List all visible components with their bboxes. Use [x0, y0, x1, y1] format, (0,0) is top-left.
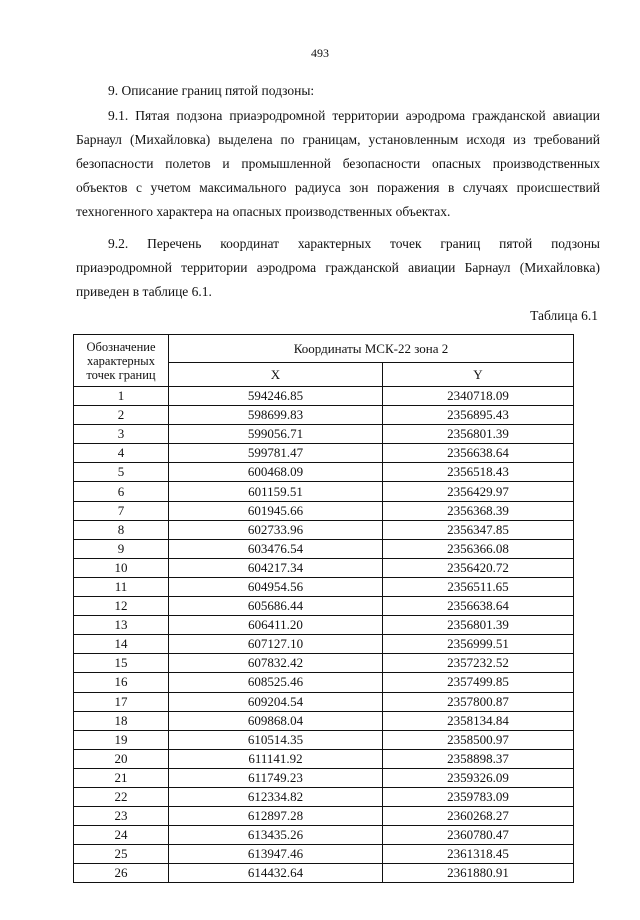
paragraph-line: приведен в таблице 6.1. — [76, 284, 212, 299]
table-row — [74, 501, 574, 520]
cell-point: 19 — [74, 730, 169, 749]
cell-x: 601945.66 — [169, 501, 383, 520]
cell-y: 2356638.64 — [383, 597, 574, 616]
cell-point: 16 — [74, 673, 169, 692]
cell-point: 12 — [74, 597, 169, 616]
cell-point: 5 — [74, 463, 169, 482]
cell-y: 2357232.52 — [383, 654, 574, 673]
table-row — [74, 539, 574, 558]
header-x: X — [169, 363, 383, 387]
paragraph-9-1 — [76, 104, 600, 224]
cell-point: 21 — [74, 768, 169, 787]
paragraph-line: 9.1. Пятая подзона приаэродромной территории аэродрома гражданской авиации — [108, 108, 600, 123]
cell-point: 7 — [74, 501, 169, 520]
cell-point: 8 — [74, 520, 169, 539]
table-row — [74, 673, 574, 692]
cell-y: 2360268.27 — [383, 807, 574, 826]
paragraph-line: объектов с учетом максимального радиуса зон поражения в случаях происшествий — [76, 180, 600, 195]
cell-x: 607832.42 — [169, 654, 383, 673]
cell-x: 604954.56 — [169, 577, 383, 596]
cell-x: 598699.83 — [169, 406, 383, 425]
cell-y: 2340718.09 — [383, 387, 574, 406]
cell-point: 24 — [74, 826, 169, 845]
paragraph-line: 9.2. Перечень координат характерных точек границ пятой подзоны — [108, 236, 600, 251]
table-row — [74, 482, 574, 501]
cell-x: 599781.47 — [169, 444, 383, 463]
cell-x: 603476.54 — [169, 539, 383, 558]
cell-y: 2356801.39 — [383, 616, 574, 635]
cell-point: 20 — [74, 749, 169, 768]
cell-x: 608525.46 — [169, 673, 383, 692]
cell-x: 611749.23 — [169, 768, 383, 787]
cell-x: 609204.54 — [169, 692, 383, 711]
cell-x: 613435.26 — [169, 826, 383, 845]
table-row — [74, 864, 574, 883]
table-row — [74, 406, 574, 425]
table-row — [74, 387, 574, 406]
cell-x: 594246.85 — [169, 387, 383, 406]
cell-point: 18 — [74, 711, 169, 730]
cell-x: 599056.71 — [169, 425, 383, 444]
cell-y: 2356366.08 — [383, 539, 574, 558]
table-row — [74, 463, 574, 482]
table-row — [74, 558, 574, 577]
cell-x: 609868.04 — [169, 711, 383, 730]
table-row — [74, 692, 574, 711]
cell-y: 2356895.43 — [383, 406, 574, 425]
table-row — [74, 787, 574, 806]
table-row — [74, 635, 574, 654]
table-row — [74, 444, 574, 463]
cell-y: 2361880.91 — [383, 864, 574, 883]
cell-y: 2358134.84 — [383, 711, 574, 730]
cell-point: 17 — [74, 692, 169, 711]
table-row — [74, 577, 574, 596]
section-heading: 9. Описание границ пятой подзоны: — [108, 83, 315, 98]
cell-point: 4 — [74, 444, 169, 463]
cell-x: 605686.44 — [169, 597, 383, 616]
cell-y: 2356999.51 — [383, 635, 574, 654]
cell-y: 2356420.72 — [383, 558, 574, 577]
paragraph-9-2 — [76, 232, 600, 304]
cell-point: 23 — [74, 807, 169, 826]
table-row — [74, 425, 574, 444]
cell-point: 9 — [74, 539, 169, 558]
header-point-designation: Обозначение характерных точек границ — [74, 335, 169, 387]
cell-x: 612334.82 — [169, 787, 383, 806]
table-row — [74, 826, 574, 845]
table-row — [74, 654, 574, 673]
cell-point: 25 — [74, 845, 169, 864]
cell-y: 2359326.09 — [383, 768, 574, 787]
cell-y: 2356518.43 — [383, 463, 574, 482]
table-caption: Таблица 6.1 — [530, 308, 598, 323]
cell-point: 22 — [74, 787, 169, 806]
cell-point: 26 — [74, 864, 169, 883]
cell-x: 613947.46 — [169, 845, 383, 864]
cell-y: 2356368.39 — [383, 501, 574, 520]
cell-x: 612897.28 — [169, 807, 383, 826]
page-number: 493 — [311, 46, 329, 60]
paragraph-line: Барнаул (Михайловка) выделена по границам, установленным исходя из требований — [76, 132, 600, 147]
cell-point: 3 — [74, 425, 169, 444]
cell-point: 15 — [74, 654, 169, 673]
cell-point: 1 — [74, 387, 169, 406]
cell-y: 2357499.85 — [383, 673, 574, 692]
table-row — [74, 616, 574, 635]
cell-x: 601159.51 — [169, 482, 383, 501]
cell-x: 611141.92 — [169, 749, 383, 768]
cell-point: 2 — [74, 406, 169, 425]
cell-x: 610514.35 — [169, 730, 383, 749]
paragraph-line: приаэродромной территории аэродрома гражданской авиации Барнаул (Михайловка) — [76, 260, 600, 275]
cell-y: 2356429.97 — [383, 482, 574, 501]
cell-y: 2360780.47 — [383, 826, 574, 845]
cell-x: 604217.34 — [169, 558, 383, 577]
table-row — [74, 807, 574, 826]
cell-y: 2356638.64 — [383, 444, 574, 463]
table-row — [74, 711, 574, 730]
cell-x: 607127.10 — [169, 635, 383, 654]
cell-point: 13 — [74, 616, 169, 635]
cell-point: 10 — [74, 558, 169, 577]
cell-point: 6 — [74, 482, 169, 501]
cell-y: 2358500.97 — [383, 730, 574, 749]
cell-x: 606411.20 — [169, 616, 383, 635]
cell-y: 2356801.39 — [383, 425, 574, 444]
cell-y: 2358898.37 — [383, 749, 574, 768]
header-y: Y — [383, 363, 574, 387]
coordinates-table — [73, 334, 574, 883]
table-row — [74, 749, 574, 768]
header-coordinate-system: Координаты МСК-22 зона 2 — [169, 335, 574, 363]
cell-y: 2357800.87 — [383, 692, 574, 711]
cell-y: 2356511.65 — [383, 577, 574, 596]
cell-x: 614432.64 — [169, 864, 383, 883]
cell-point: 11 — [74, 577, 169, 596]
paragraph-line: безопасности полетов и промышленной безопасности опасных производственных — [76, 156, 600, 171]
table-row — [74, 597, 574, 616]
cell-y: 2361318.45 — [383, 845, 574, 864]
cell-y: 2359783.09 — [383, 787, 574, 806]
cell-y: 2356347.85 — [383, 520, 574, 539]
table-row — [74, 768, 574, 787]
cell-x: 602733.96 — [169, 520, 383, 539]
cell-point: 14 — [74, 635, 169, 654]
paragraph-line: техногенного характера на опасных производственных объектах. — [76, 204, 451, 219]
table-row — [74, 520, 574, 539]
table-body — [74, 387, 574, 883]
table-row — [74, 730, 574, 749]
table-row — [74, 845, 574, 864]
cell-x: 600468.09 — [169, 463, 383, 482]
